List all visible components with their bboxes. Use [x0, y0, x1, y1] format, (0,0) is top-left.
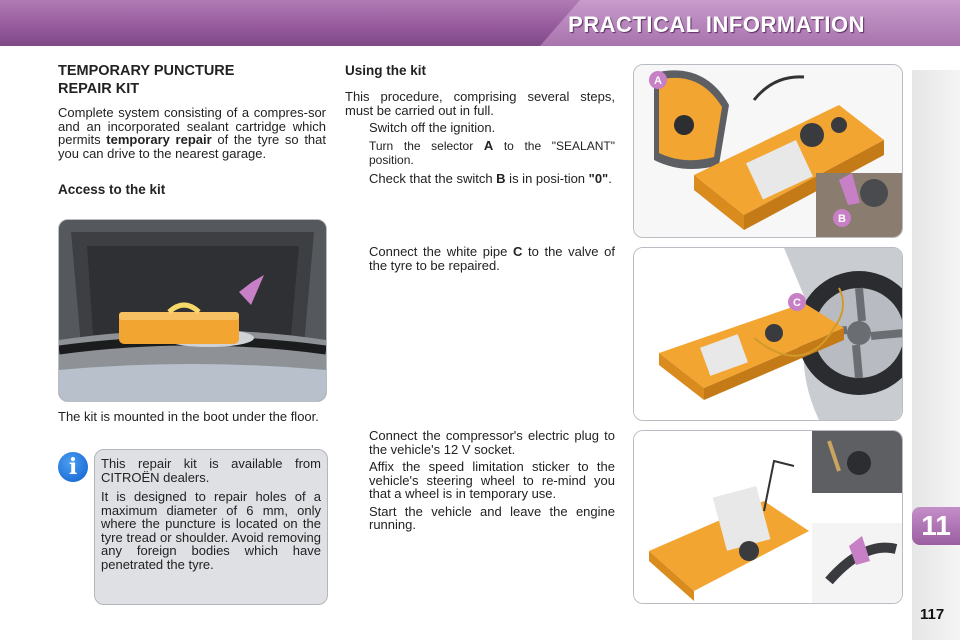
step-label-a: A [483, 137, 494, 153]
callout-a: A [654, 75, 662, 87]
intro-text-b: of the tyre so that you can drive to the nearest garage. [58, 132, 326, 161]
step-text: Check that the switch [369, 170, 497, 186]
info-icon: i [58, 452, 88, 482]
left-column [58, 62, 326, 197]
step-connect-pipe [345, 245, 615, 272]
step-text: . [608, 170, 612, 186]
page-header-title: PRACTICAL INFORMATION [568, 12, 865, 37]
step-label-b: B [496, 170, 506, 186]
step-start-vehicle [345, 505, 615, 532]
page-number: 117 [920, 606, 945, 623]
using-section [345, 63, 615, 185]
intro-bold: temporary repair [106, 132, 212, 147]
kit-plug-image [633, 430, 903, 604]
intro-paragraph [58, 106, 326, 160]
using-intro: This procedure, comprising several steps, must be carried out in full. [345, 89, 615, 118]
step-text: Start the vehicle and leave the engine running. [369, 503, 615, 532]
step-text: to the "SEALANT" position. [369, 138, 615, 167]
using-heading: Using the kit [345, 63, 427, 78]
chapter-tab[interactable]: 11 [912, 507, 960, 545]
callout-c: C [793, 297, 801, 309]
step-selector [345, 139, 615, 168]
step-label-c: C [512, 244, 523, 259]
step-text: Connect the compressor's electric plug to the vehicle's 12 V socket. [369, 428, 615, 457]
step-text: Switch off the ignition. [369, 120, 496, 135]
connect-pipe-section [345, 245, 615, 272]
section-title: TEMPORARY PUNCTURE REPAIR KIT [58, 63, 235, 97]
step-affix-sticker [345, 460, 615, 501]
step-value: "0" [588, 170, 609, 186]
boot-caption: The kit is mounted in the boot under the floor. [58, 409, 319, 424]
step-text: is in posi-tion [505, 170, 589, 186]
step-switch-b [345, 172, 615, 186]
step-connect-plug [345, 429, 615, 456]
access-heading: Access to the kit [58, 182, 166, 197]
kit-tyre-image [633, 247, 903, 421]
step-switch-off [345, 121, 615, 135]
callout-b: B [838, 213, 846, 225]
info-p2: It is designed to repair holes of a maximum diameter of 6 mm, only where the puncture is located on the tyre tread or shoulder. Avoid removing any foreign bodies which have penetrated the tyre. [101, 489, 321, 572]
intro-text-a: Complete system consisting of a compres-sor and an incorporated sealant cartridge which permits [58, 105, 326, 147]
step-text: to the valve of the tyre to be repaired. [369, 244, 615, 273]
step-text: Connect the white pipe [369, 244, 513, 259]
boot-image [58, 219, 327, 402]
connect-plug-section [345, 429, 615, 532]
info-p1: This repair kit is available from CITROËN dealers. [101, 456, 321, 485]
step-text: Affix the speed limitation sticker to the vehicle's steering wheel to re-mind you that a wheel is in temporary use. [369, 459, 615, 501]
side-strip [912, 70, 960, 640]
kit-selector-image [633, 64, 903, 238]
info-text [101, 457, 321, 571]
step-text: Turn the selector [369, 138, 484, 153]
